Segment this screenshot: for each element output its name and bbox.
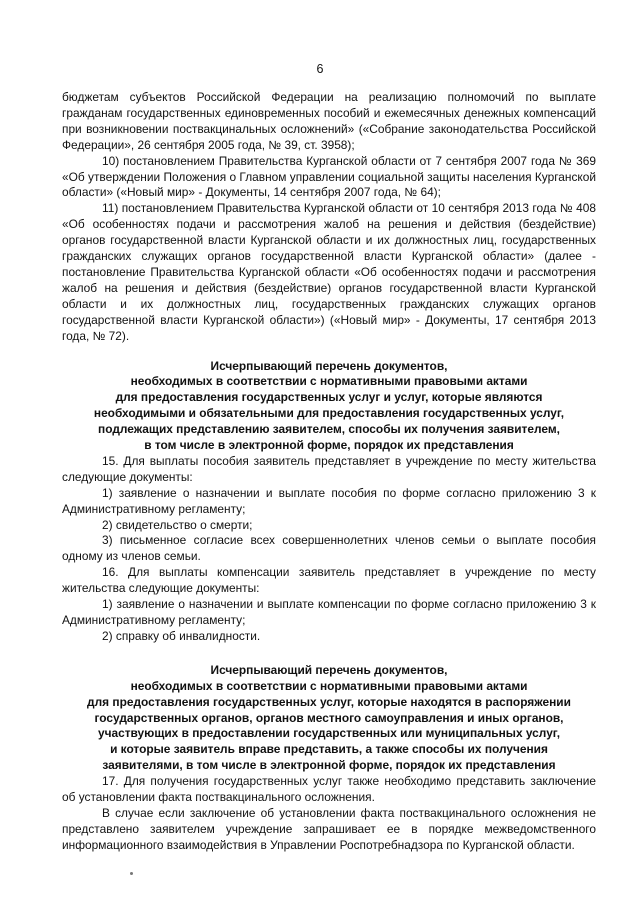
paragraph-continuation: бюджетам субъектов Российской Федерации на реализацию полномочий по выплате гражданам государственных единовременных пособий и ежемесячных денежных компенсаций при возникновении поствакцинальных осложнений» («Собрание законодательства Российской Федерации», 26 сентября 2005 года, № 39, ст. 3958);	[62, 90, 596, 152]
heading-line: заявителями, в том числе в электронной форме, порядок их представления	[102, 758, 556, 773]
paragraph-interagency-request: В случае если заключение об установлении факта поствакцинального осложнения не представлено заявителем учреждение запрашивает ее в порядке межведомственного информационного взаимодействия в Управлении Роспотребнадзора по Курганской области.	[62, 805, 596, 852]
list-item: 1) заявление о назначении и выплате пособия по форме согласно приложению 3 к Административному регламенту;	[62, 485, 596, 516]
document-body	[62, 90, 596, 854]
heading-line: подлежащих представлению заявителем, способы их получения заявителем,	[98, 422, 560, 437]
heading-line: государственных органов, органов местного самоуправления и иных органов,	[94, 710, 564, 725]
paragraph-item-15: 15. Для выплаты пособия заявитель представляет в учреждение по месту жительства следующие документы:	[62, 453, 596, 484]
heading-line: в том числе в электронной форме, порядок их представления	[144, 438, 514, 453]
heading-line: и которые заявитель вправе представить, а также способы их получения	[110, 742, 548, 757]
paragraph-item-17: 17. Для получения государственных услуг также необходимо представить заключение об установлении факта поствакцинального осложнения.	[62, 774, 596, 805]
heading-line: необходимыми и обязательными для предоставления государственных услуг,	[93, 406, 565, 421]
scan-artifact	[130, 872, 133, 875]
list-item: 2) свидетельство о смерти;	[102, 517, 253, 532]
page-number: 6	[316, 62, 324, 76]
heading-line: Исчерпывающий перечень документов,	[210, 358, 448, 373]
list-item: 2) справку об инвалидности.	[102, 628, 261, 643]
paragraph-item-10: 10) постановлением Правительства Курганской области от 7 сентября 2007 года № 369 «Об утверждении Положения о Главном управлении социальной защиты населения Курганской области» («Новый мир» - Документы, 14 сентября 2007 года, № 64);	[62, 153, 596, 200]
paragraph-item-16: 16. Для выплаты компенсации заявитель представляет в учреждение по месту жительства следующие документы:	[62, 565, 596, 596]
heading-line: необходимых в соответствии с нормативными правовыми актами	[130, 374, 528, 389]
paragraph-item-11: 11) постановлением Правительства Курганской области от 10 сентября 2013 года № 408 «Об особенностях подачи и рассмотрения жалоб на решения и действия (бездействие) органов государственной власти Курганской области и их должностных лиц, государственных гражданских служащих органов государственной власти Курганской области» (далее - постановление Правительства Курганской области «Об особенностях подачи и рассмотрения жалоб на решения и действия (бездействие) органов государственной власти Курганской области и их должностных лиц, государственных гражданских служащих органов государственной власти Курганской области») («Новый мир» - Документы, 17 сентября 2013 года, № 72).	[62, 201, 596, 343]
list-item: 1) заявление о назначении и выплате компенсации по форме согласно приложению 3 к Административному регламенту;	[62, 597, 596, 627]
section-heading-documents-interagency	[62, 663, 596, 774]
heading-line: для предоставления государственных услуг и услуг, которые являются	[115, 390, 543, 405]
heading-line: необходимых в соответствии с нормативными правовыми актами	[130, 678, 528, 693]
heading-line: участвующих в предоставлении государственных или муниципальных услуг,	[97, 726, 561, 741]
heading-line: для предоставления государственных услуг, которые находятся в распоряжении	[87, 694, 571, 709]
heading-line: Исчерпывающий перечень документов,	[210, 662, 448, 677]
section-heading-documents-applicant	[62, 359, 596, 454]
list-item: 3) письменное согласие всех совершеннолетних членов семьи о выплате пособия одному из членов семьи.	[62, 533, 596, 564]
